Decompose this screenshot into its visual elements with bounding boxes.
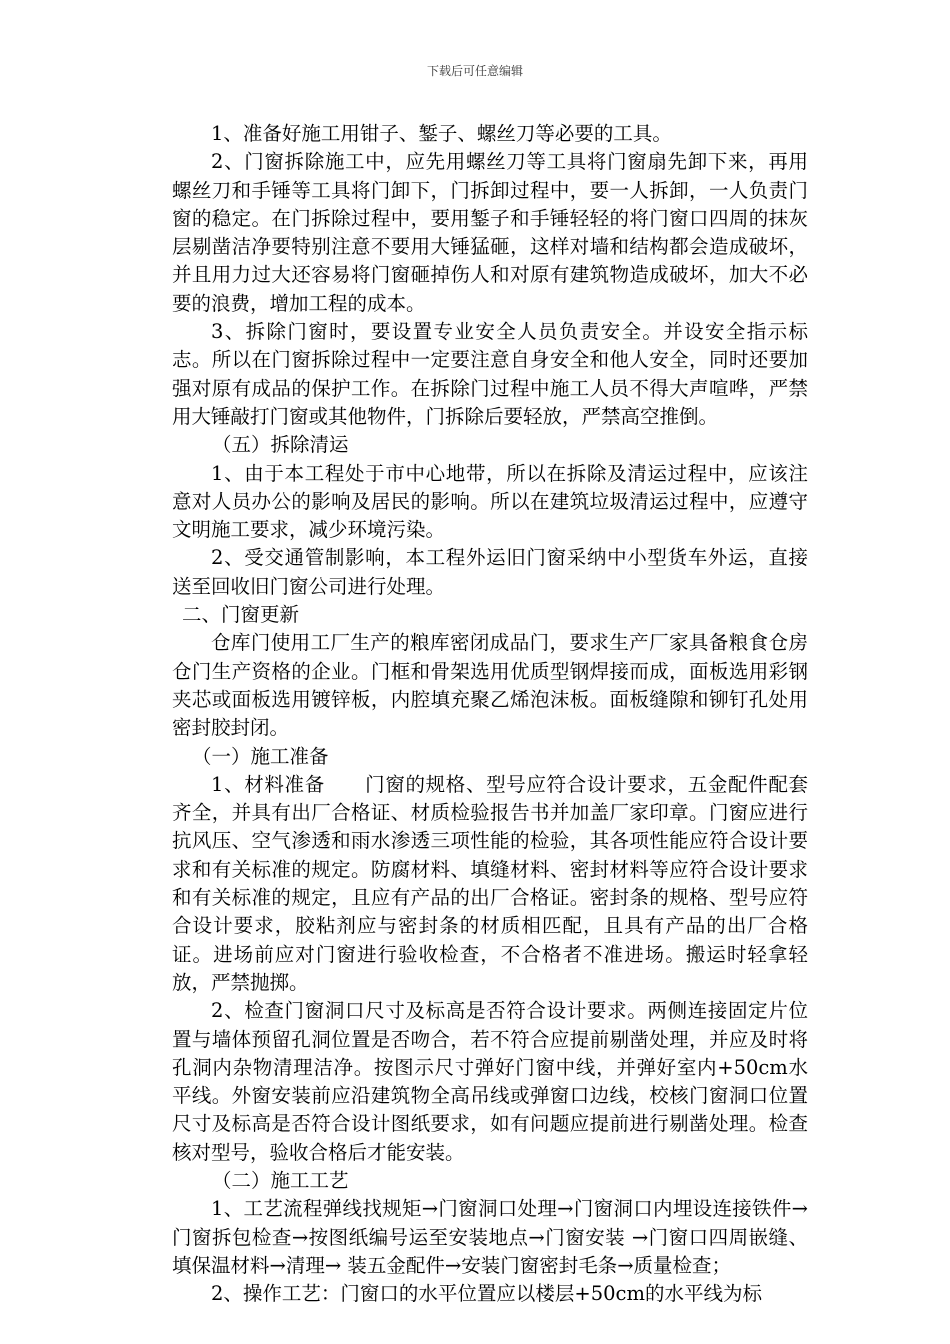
section-heading-preparation: （一）施工准备 <box>192 744 329 768</box>
page-header: 下载后可任意编辑 <box>426 64 523 78</box>
paragraph-clearing-location: 1、由于本工程处于市中心地带，所以在拆除及清运过程中，应该注意对人员办公的影响及居民的影响。所以在建筑垃圾清运过程中，应遵守文明施工要求，减少环境污染。 <box>172 461 808 542</box>
paragraph-tools: 1、准备好施工用钳子、錾子、螺丝刀等必要的工具。 <box>211 122 672 145</box>
section-heading-window-renewal: 二、门窗更新 <box>182 603 300 627</box>
section-heading-removal-clearing: （五）拆除清运 <box>212 433 349 457</box>
paragraph-removal-process: 2、门窗拆除施工中，应先用螺丝刀等工具将门窗扇先卸下来，再用螺丝刀和手锤等工具将门卸下，门拆卸过程中，要一人拆卸，一人负责门窗的稳定。在门拆除过程中，要用錾子和手锤轻轻的将门窗口四周的抹灰层剔凿洁净要特别注意不要用大锤猛砸，这样对墙和结构都会造成破坏，并且用力过大还容易将门窗砸掉伤人和对原有建筑物造成破坏，加大不必要的浪费，增加工程的成本。 <box>172 150 808 315</box>
paragraph-opening-check: 2、检查门窗洞口尺寸及标高是否符合设计要求。两侧连接固定片位置与墙体预留孔洞位置是否吻合，若不符合应提前剔凿处理，并应及时将孔洞内杂物清理洁净。按图示尺寸弹好门窗中线，并弹好室内+50cm水平线。外窗安装前应沿建筑物全高吊线或弹窗口边线，校核门窗洞口位置尺寸及标高是否符合设计图纸要求，如有问题应提前进行剔凿处理。检查核对型号，验收合格后才能安装。 <box>172 999 808 1164</box>
section-heading-process: （二）施工工艺 <box>212 1168 349 1192</box>
paragraph-materials: 1、材料准备 门窗的规格、型号应符合设计要求，五金配件配套齐全，并具有出厂合格证、材质检验报告书并加盖厂家印章。门窗应进行抗风压、空气渗透和雨水渗透三项性能的检验，其各项性能应符合设计要求和有关标准的规定。防腐材料、填缝材料、密封材料等应符合设计要求和有关标准的规定，且应有产品的出厂合格证。密封条的规格、型号应符合设计要求，胶粘剂应与密封条的材质相匹配，且具有产品的出厂合格证。进场前应对门窗进行验收检查，不合格者不准进场。搬运时轻拿轻放，严禁抛掷。 <box>172 772 808 994</box>
paragraph-warehouse-door: 仓库门使用工厂生产的粮库密闭成品门，要求生产厂家具备粮食仓房仓门生产资格的企业。门框和骨架选用优质型钢焊接而成，面板选用彩钢夹芯或面板选用镀锌板，内腔填充聚乙烯泡沫板。面板缝隙和铆钉孔处用密封胶封闭。 <box>172 631 808 740</box>
paragraph-operation: 2、操作工艺：门窗口的水平位置应以楼层+50cm的水平线为标 <box>211 1282 762 1306</box>
paragraph-safety: 3、拆除门窗时，要设置专业安全人员负责安全。并设安全指示标志。所以在门窗拆除过程中一定要注意自身安全和他人安全，同时还要加强对原有成品的保护工作。在拆除门过程中施工人员不得大声喧哗，严禁用大锤敲打门窗或其他物件，门拆除后要轻放，严禁高空推倒。 <box>172 320 808 428</box>
paragraph-transport: 2、受交通管制影响，本工程外运旧门窗采纳中小型货车外运，直接送至回收旧门窗公司进行处理。 <box>172 546 808 598</box>
document-body <box>172 120 808 1308</box>
paragraph-workflow: 1、工艺流程弹线找规矩→门窗洞口处理→门窗洞口内埋设连接铁件→门窗拆包检查→按图纸编号运至安装地点→门窗安装 →门窗口四周嵌缝、填保温材料→清理→ 装五金配件→安装门窗密封毛条→质量检查； <box>172 1197 808 1277</box>
